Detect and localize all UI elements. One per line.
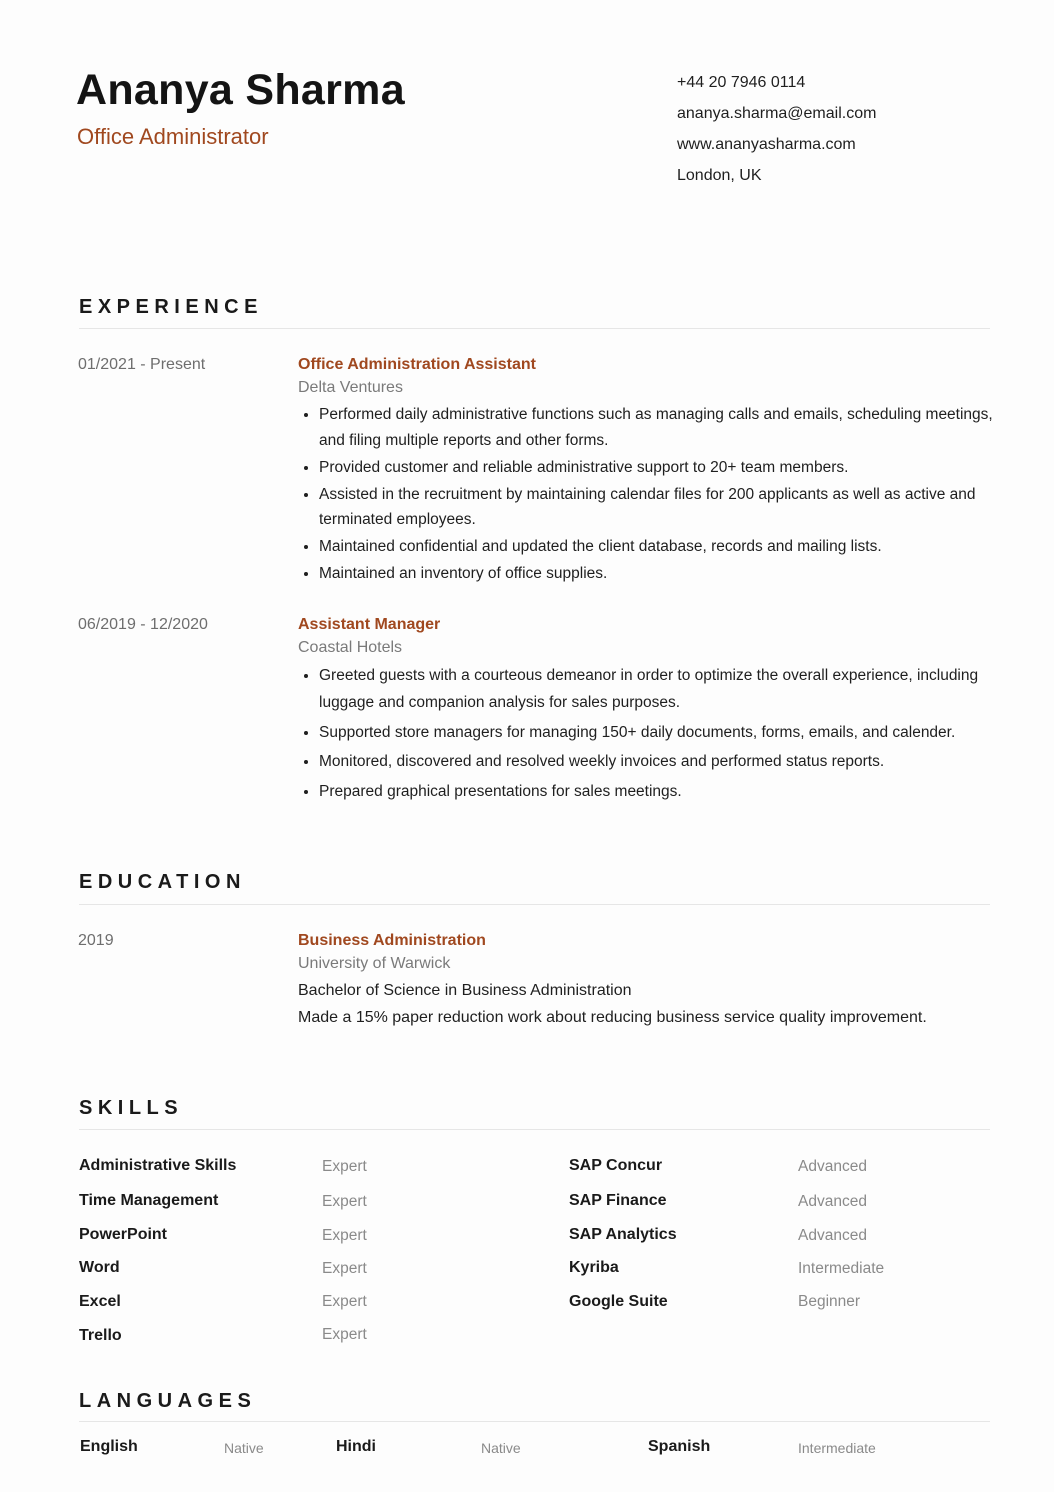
skill-level: Advanced [798,1227,867,1244]
job-title: Office Administration Assistant [298,356,536,373]
skill-name: Kyriba [569,1259,619,1276]
skill-name: Excel [79,1293,121,1310]
skill-level: Expert [322,1326,367,1343]
skill-name: Word [79,1259,120,1276]
job-title: Assistant Manager [298,616,441,633]
job-bullets [298,402,998,587]
education-heading: EDUCATION [79,871,246,893]
location-text: London, UK [677,167,762,184]
job-bullet: • Supported store managers for managing 150+ daily documents, forms, emails, and calender. [319,719,998,746]
skill-name: Administrative Skills [79,1157,237,1174]
candidate-role: Office Administrator [77,124,269,149]
job-bullet: • Prepared graphical presentations for sales meetings. [319,778,998,805]
language-level: Intermediate [798,1440,876,1456]
skill-level: Expert [322,1293,367,1310]
languages-heading: LANGUAGES [79,1390,257,1412]
job-bullet: • Assisted in the recruitment by maintaining calendar files for 200 applicants as well as active and terminated employees. [319,482,998,533]
languages-divider [79,1421,990,1422]
website-text: www.ananyasharma.com [677,136,856,153]
education-entry [298,930,998,1031]
company-name: Coastal Hotels [298,639,403,656]
education-divider [79,904,990,905]
skill-name: SAP Analytics [569,1226,677,1243]
skill-name: Google Suite [569,1293,668,1310]
job-bullet: • Maintained confidential and updated the client database, records and mailing lists. [319,534,998,560]
job-bullet: • Performed daily administrative functions such as managing calls and emails, scheduling meetings, and filing multiple reports and other forms. [319,402,998,453]
job-bullet: • Provided customer and reliable administrative support to 20+ team members. [319,455,998,481]
experience-heading: EXPERIENCE [79,296,263,318]
contact-block [677,72,876,196]
job-bullet: • Maintained an inventory of office supplies. [319,561,998,587]
school-name: University of Warwick [298,955,451,972]
skill-level: Expert [322,1227,367,1244]
skill-level: Expert [322,1193,367,1210]
skill-level: Expert [322,1158,367,1175]
skill-name: PowerPoint [79,1226,168,1243]
education-field: Business Administration [298,932,486,949]
skills-heading: SKILLS [79,1097,184,1119]
job-dates: 01/2021 - Present [78,356,206,373]
education-year: 2019 [78,932,114,949]
language-level: Native [481,1440,521,1456]
experience-divider [79,328,990,329]
job-bullet: • Greeted guests with a courteous demeanor in order to optimize the overall experience, including luggage and companion analysis for sales purposes. [319,662,998,716]
language-name: Hindi [336,1438,376,1455]
job-dates: 06/2019 - 12/2020 [78,616,208,633]
job-bullet: • Monitored, discovered and resolved weekly invoices and performed status reports. [319,748,998,775]
job-entry [298,614,998,807]
candidate-name: Ananya Sharma [76,66,405,114]
skill-name: Trello [79,1327,122,1344]
skill-name: SAP Concur [569,1157,663,1174]
language-level: Native [224,1440,264,1456]
skill-level: Advanced [798,1158,867,1175]
phone-text: +44 20 7946 0114 [677,74,806,91]
skill-level: Intermediate [798,1260,885,1277]
language-name: Spanish [648,1438,711,1455]
skills-divider [79,1129,990,1130]
language-name: English [80,1438,138,1455]
skill-level: Beginner [798,1293,861,1310]
job-bullets [298,662,998,805]
skill-name: Time Management [79,1192,219,1209]
job-entry [298,354,998,588]
skill-level: Advanced [798,1193,867,1210]
skill-level: Expert [322,1260,367,1277]
company-name: Delta Ventures [298,379,403,396]
skill-name: SAP Finance [569,1192,667,1209]
degree-text: Bachelor of Science in Business Administration [298,982,632,999]
email-text: ananya.sharma@email.com [677,105,877,122]
education-note: Made a 15% paper reduction work about reducing business service quality improvement. [298,1009,927,1026]
